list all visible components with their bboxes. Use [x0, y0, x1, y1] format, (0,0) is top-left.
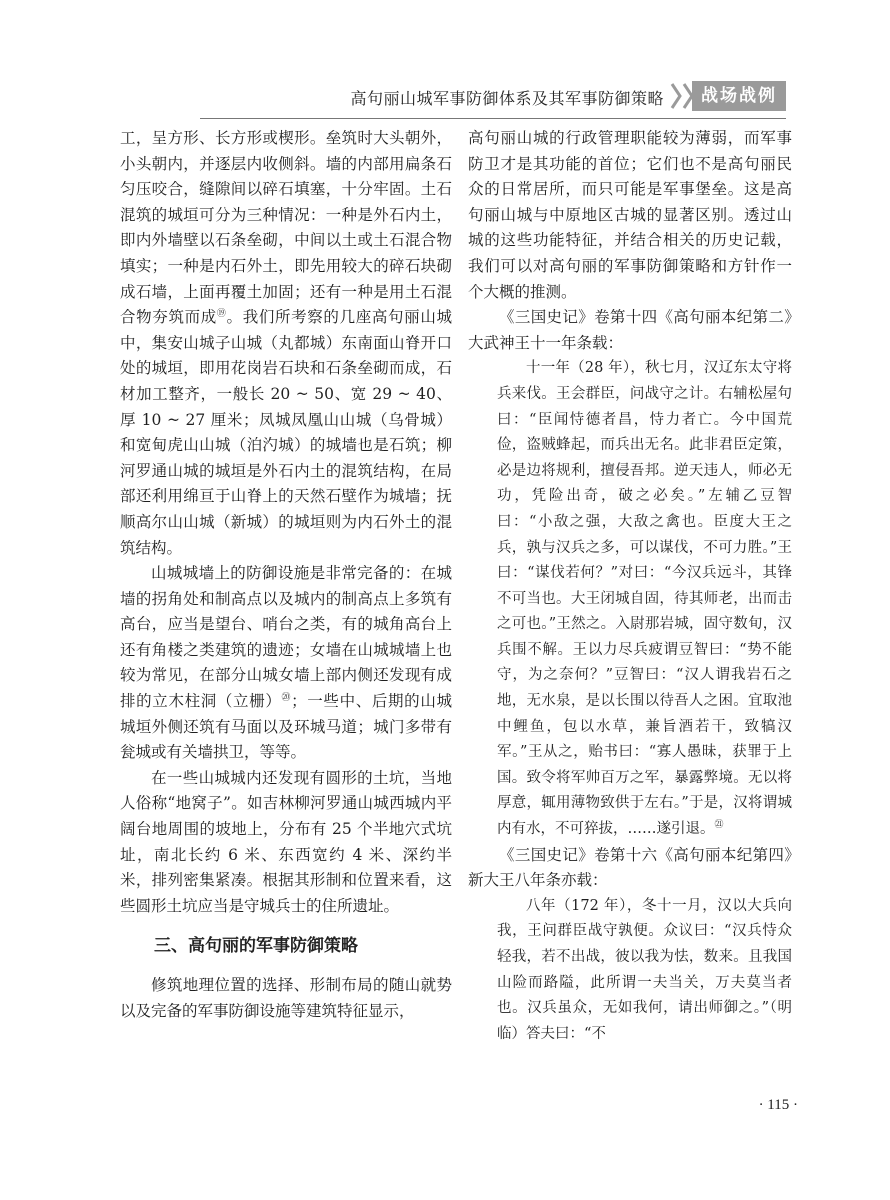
paragraph: [120, 561, 452, 766]
paragraph-text: 工，呈方形、长方形或楔形。垒筑时大头朝外，小头朝内，并逐层内收侧斜。墙的内部用扁条石匀压咬合，缝隙间以碎石填塞，十分牢固。土石混筑的城垣可分为三种情况：一种是外石内土，即内外墙壁以石条垒砌，中间以土或土石混合物填实；一种是内石外土，即先用较大的碎石块砌成石墙，上面再覆土加固；还有一种是用土石混合物夯筑而成: [120, 129, 452, 327]
chevron-icon: [670, 82, 682, 110]
page-number: · 115 ·: [758, 1097, 798, 1113]
section-heading: 三、高句丽的军事防御策略: [154, 936, 358, 957]
running-header: [200, 80, 786, 114]
header-divider: [200, 118, 786, 119]
paragraph-text: ；一些中、后期的山城城垣外侧还筑有马面以及环城马道；城门多带有瓮城或有关墙拱卫，等等。: [120, 692, 452, 762]
running-title: 高句丽山城军事防御体系及其军事防御策略: [350, 89, 664, 108]
paragraph: 在一些山城城内还发现有圆形的土坑，当地人俗称“地窝子”。如吉林柳河罗通山城西城内平阔台地周围的坡地上，分布有 25 个半地穴式坑址，南北长约 6 米、东西宽约 4 米、深约半米，排列密集紧凑。根据其形制和位置来看，这些圆形土坑应当是守城兵士的住所遗址。: [120, 768, 452, 915]
footnote-marker: ⑳: [281, 692, 292, 703]
footnote-marker: ⑲: [216, 309, 227, 319]
block-quote: 八年（172 年），冬十一月，汉以大兵向我，王问群臣战守孰便。众议曰：“汉兵恃众轻我，若不出战，彼以我为怯，数来。且我国山险而路隘，此所谓一夫当关，万夫莫当者也。汉兵虽众，无如我何，请出师御之。”（明临）答夫曰：“不: [497, 897, 792, 1042]
left-column: [120, 126, 452, 1025]
paragraph: [120, 126, 452, 561]
paragraph: 修筑地理位置的选择、形制布局的随山就势以及完备的军事防御设施等建筑特征显示，: [120, 976, 452, 1020]
footnote-marker: ㉑: [714, 820, 724, 831]
paragraph: 高句丽山城的行政管理职能较为薄弱，而军事防卫才是其功能的首位；它们也不是高句丽民众的日常居所，而只可能是军事堡垒。这是高句丽山城与中原地区古城的显著区别。透过山城的这些功能特征，并结合相关的历史记载，我们可以对高句丽的军事防御策略和方针作一个大概的推测。: [468, 129, 792, 301]
paragraph-text: 山城城墙上的防御设施是非常完备的：在城墙的拐角处和制高点以及城内的制高点上多筑有高台，应当是望台、哨台之类，有的城角高台上还有角楼之类建筑的遗迹；女墙在山城城墙上也较为常见，在部分山城女墙上部内侧还发现有成排的立木柱洞（立栅）: [120, 564, 452, 711]
paragraph-text: 。我们所考察的几座高句丽山城中，集安山城子山城（丸都城）东南面山脊开口处的城垣，即用花岗岩石块和石条垒砌而成，石材加工整齐，一般长 20 ~ 50、宽 29 ~ 40、厚 10 ~ 27 厘米；凤城凤凰山山城（乌骨城）和宽甸虎山山城（泊汋城）的城墙也是石筑；柳河罗通山城的城垣是外石内土的混筑结构，在局部还利用绵亘于山脊上的天然石壁作为城墙；抚顺高尔山山城（新城）的城垣则为内石外土的混筑结构。: [120, 308, 452, 557]
right-column: [468, 126, 792, 1047]
paragraph: 《三国史记》卷第十四《高句丽本纪第二》大武神王十一年条载：: [468, 308, 792, 352]
section-tag: 战场战例: [692, 81, 786, 111]
paragraph: 《三国史记》卷第十六《高句丽本纪第四》新大王八年条亦载：: [468, 845, 792, 890]
quote-text: 十一年（28 年），秋七月，汉辽东太守将兵来伐。王会群臣，问战守之计。右辅松屋句曰：“臣闻恃德者昌，恃力者亡。今中国荒俭，盗贼蜂起，而兵出无名。此非君臣定策，必是边将规利，擅侵吾邦。逆天违人，师必无功，凭险出奇，破之必矣。”左辅乙豆智曰：“小敌之强，大敌之禽也。臣度大王之兵，孰与汉兵之多，可以谋伐，不可力胜。”王曰：“谋伐若何？”对曰：“今汉兵远斗，其锋不可当也。大王闭城自固，待其师老，出而击之可也。”王然之。入尉那岩城，固守数旬，汉兵围不解。王以力尽兵疲谓豆智曰：“势不能守，为之奈何？”豆智曰：“汉人谓我岩石之地，无水泉，是以长围以待吾人之困。宜取池中鲤鱼，包以水草，兼旨酒若干，致犒汉军。”王从之，贻书曰：“寡人愚昧，获罪于上国。致令将军帅百万之军，暴露弊境。无以将厚意，辄用薄物致供于左右。”于是，汉将谓城内有水，不可猝拔，……遂引退。: [497, 360, 792, 838]
block-quote: [468, 356, 792, 842]
